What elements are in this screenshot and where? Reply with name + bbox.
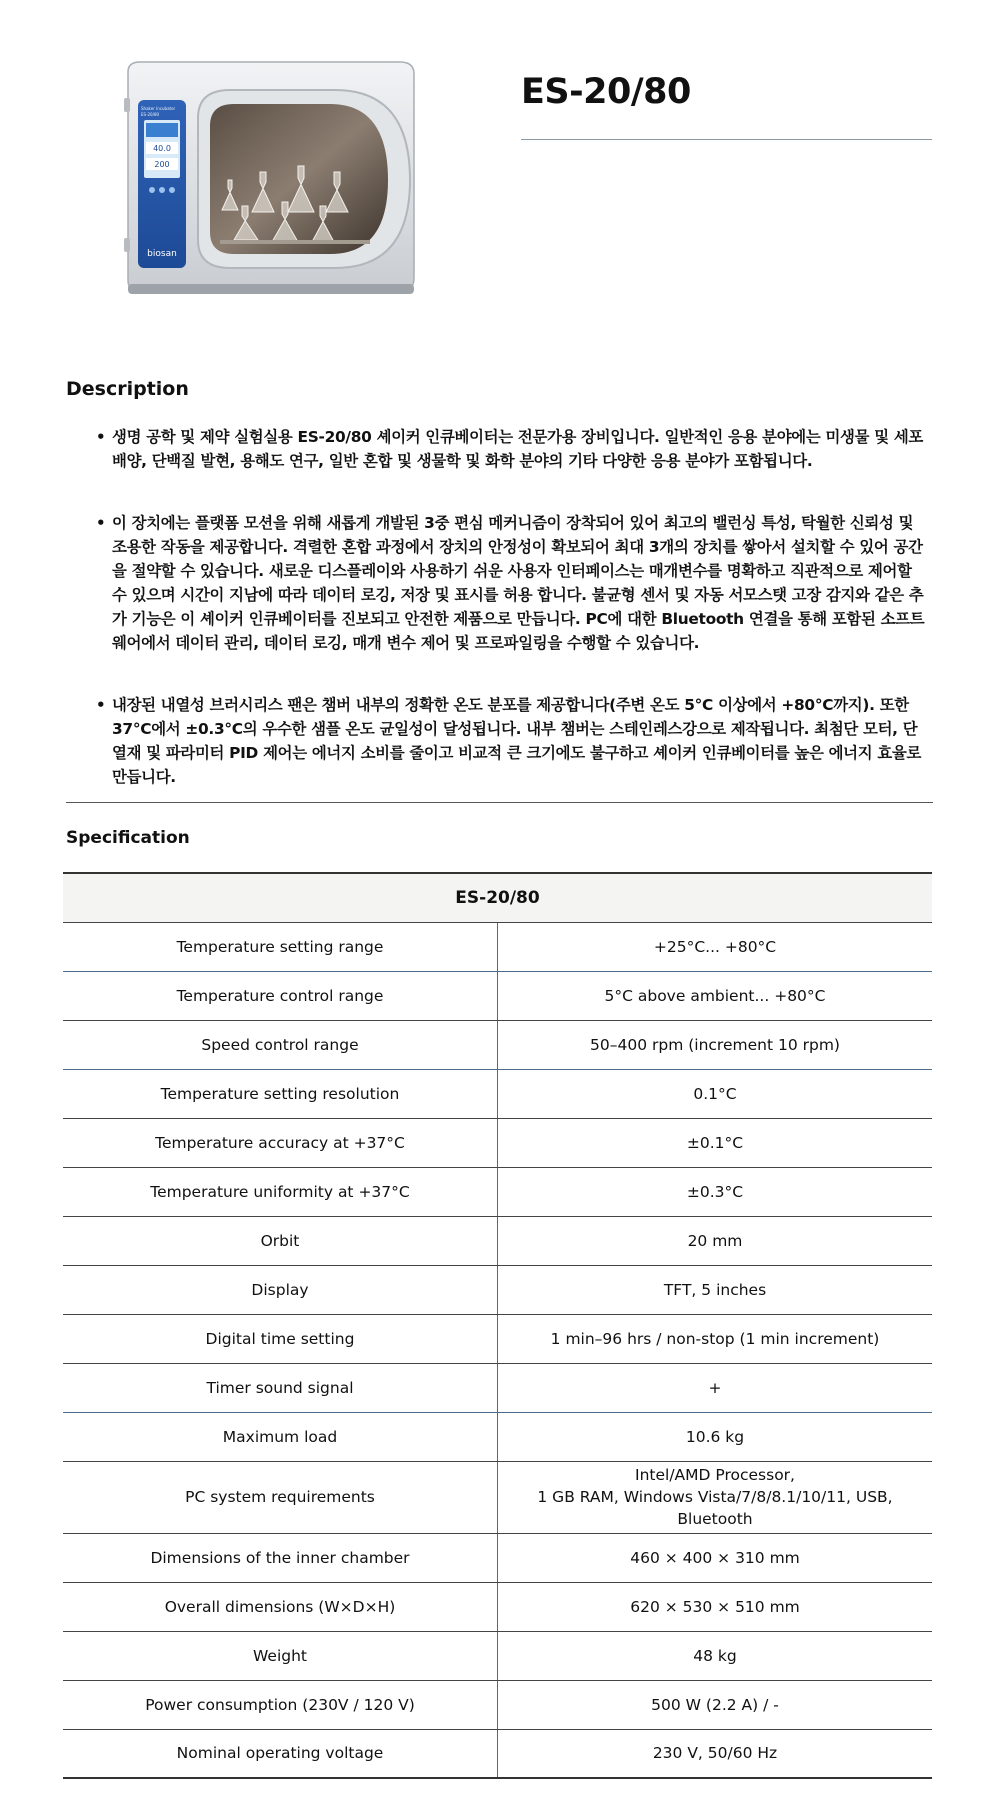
spec-label: Maximum load bbox=[63, 1412, 498, 1461]
title-divider bbox=[521, 139, 932, 140]
spec-label: PC system requirements bbox=[63, 1461, 498, 1533]
spec-label: Temperature accuracy at +37°C bbox=[63, 1118, 498, 1167]
spec-label: Dimensions of the inner chamber bbox=[63, 1533, 498, 1582]
spec-row bbox=[63, 1729, 932, 1778]
spec-value: ±0.1°C bbox=[498, 1118, 933, 1167]
display-speed-value: 200 bbox=[154, 160, 170, 169]
spec-value: ±0.3°C bbox=[498, 1167, 933, 1216]
spec-label: Power consumption (230V / 120 V) bbox=[63, 1680, 498, 1729]
spec-row bbox=[63, 922, 932, 971]
spec-row bbox=[63, 1363, 932, 1412]
spec-row bbox=[63, 1265, 932, 1314]
spec-row bbox=[63, 1631, 932, 1680]
spec-value: TFT, 5 inches bbox=[498, 1265, 933, 1314]
spec-label: Orbit bbox=[63, 1216, 498, 1265]
description-heading: Description bbox=[66, 378, 189, 400]
spec-value: 230 V, 50/60 Hz bbox=[498, 1729, 933, 1778]
spec-label: Temperature control range bbox=[63, 971, 498, 1020]
spec-table-header-row bbox=[63, 873, 932, 922]
spec-row bbox=[63, 1582, 932, 1631]
description-item: • 생명 공학 및 제약 실험실용 ES-20/80 셰이커 인큐베이터는 전문가용 장비입니다. 일반적인 응용 분야에는 미생물 및 세포 배양, 단백질 발현, 용해도 연구, 일반 혼합 및 생물학 및 화학 분야의 기타 다양한 응용 분야가 포함됩니다. bbox=[96, 425, 926, 497]
product-title: ES-20/80 bbox=[521, 72, 691, 112]
spec-label: Temperature setting resolution bbox=[63, 1069, 498, 1118]
spec-value: 500 W (2.2 A) / - bbox=[498, 1680, 933, 1729]
spec-row bbox=[63, 1118, 932, 1167]
specification-heading: Specification bbox=[66, 828, 190, 848]
device-brand: biosan bbox=[147, 249, 177, 259]
spec-row bbox=[63, 1314, 932, 1363]
spec-value: 460 × 400 × 310 mm bbox=[498, 1533, 933, 1582]
spec-row bbox=[63, 1020, 932, 1069]
spec-label: Overall dimensions (W×D×H) bbox=[63, 1582, 498, 1631]
spec-label: Digital time setting bbox=[63, 1314, 498, 1363]
spec-label: Speed control range bbox=[63, 1020, 498, 1069]
display-temp-value: 40.0 bbox=[153, 144, 171, 153]
spec-row bbox=[63, 1533, 932, 1582]
spec-label: Nominal operating voltage bbox=[63, 1729, 498, 1778]
spec-value: + bbox=[498, 1363, 933, 1412]
spec-value bbox=[498, 1461, 933, 1533]
description-list bbox=[96, 425, 926, 789]
device-label-line2: ES-20/80 bbox=[141, 112, 160, 117]
spec-value: 10.6 kg bbox=[498, 1412, 933, 1461]
spec-label: Temperature setting range bbox=[63, 922, 498, 971]
spec-row bbox=[63, 1461, 932, 1533]
spec-row bbox=[63, 1216, 932, 1265]
spec-row bbox=[63, 1069, 932, 1118]
spec-label: Weight bbox=[63, 1631, 498, 1680]
description-item: • 내장된 내열성 브러시리스 팬은 챔버 내부의 정확한 온도 분포를 제공합니다(주변 온도 5°C 이상에서 +80°C까지). 또한 37°C에서 ±0.3°C의 우수한 샘플 온도 균일성이 달성됩니다. 내부 챔버는 스테인레스강으로 제작됩니다. 최첨단 모터, 단열재 및 파라미터 PID 제어는 에너지 소비를 줄이고 비교적 큰 크기에도 불구하고 셰이커 인큐베이터를 높은 에너지 효율로 만듭니다. bbox=[96, 693, 926, 789]
spec-row bbox=[63, 1680, 932, 1729]
spec-value: 48 kg bbox=[498, 1631, 933, 1680]
spec-value: 0.1°C bbox=[498, 1069, 933, 1118]
spec-label: Display bbox=[63, 1265, 498, 1314]
product-image bbox=[120, 60, 425, 300]
spec-row bbox=[63, 1167, 932, 1216]
description-item: • 이 장치에는 플랫폼 모션을 위해 새롭게 개발된 3중 편심 메커니즘이 장착되어 있어 최고의 밸런싱 특성, 탁월한 신뢰성 및 조용한 작동을 제공합니다. 격렬한 혼합 과정에서 장치의 안정성이 확보되어 최대 3개의 장치를 쌓아서 설치할 수 있어 공간을 절약할 수 있습니다. 새로운 디스플레이와 사용하기 쉬운 사용자 인터페이스는 매개변수를 명확하고 직관적으로 제어할 수 있으며 시간이 지남에 따라 데이터 로깅, 저장 및 표시를 허용 합니다. 불균형 센서 및 자동 서모스탯 고장 감지와 같은 추가 기능은 이 셰이커 인큐베이터를 진보되고 안전한 제품으로 만듭니다. PC에 대한 Bluetooth 연결을 통해 포함된 소프트웨어에서 데이터 관리, 데이터 로깅, 매개 변수 제어 및 프로파일링을 수행할 수 있습니다. bbox=[96, 511, 926, 679]
spec-value-line: 1 GB RAM, Windows Vista/7/8/8.1/10/11, USB, Bluetooth bbox=[537, 1488, 893, 1528]
spec-value: 620 × 530 × 510 mm bbox=[498, 1582, 933, 1631]
spec-row bbox=[63, 971, 932, 1020]
spec-value-line: Intel/AMD Processor, bbox=[635, 1466, 795, 1484]
description-divider bbox=[66, 802, 933, 803]
spec-value: 1 min–96 hrs / non-stop (1 min increment) bbox=[498, 1314, 933, 1363]
spec-value: 5°C above ambient... +80°C bbox=[498, 971, 933, 1020]
spec-row bbox=[63, 1412, 932, 1461]
spec-table-header: ES-20/80 bbox=[63, 873, 932, 922]
spec-value: 20 mm bbox=[498, 1216, 933, 1265]
spec-value: 50–400 rpm (increment 10 rpm) bbox=[498, 1020, 933, 1069]
spec-label: Timer sound signal bbox=[63, 1363, 498, 1412]
spec-table bbox=[63, 872, 932, 1779]
spec-value: +25°C... +80°C bbox=[498, 922, 933, 971]
device-label-line1: Shaker Incubator bbox=[141, 106, 176, 111]
spec-label: Temperature uniformity at +37°C bbox=[63, 1167, 498, 1216]
